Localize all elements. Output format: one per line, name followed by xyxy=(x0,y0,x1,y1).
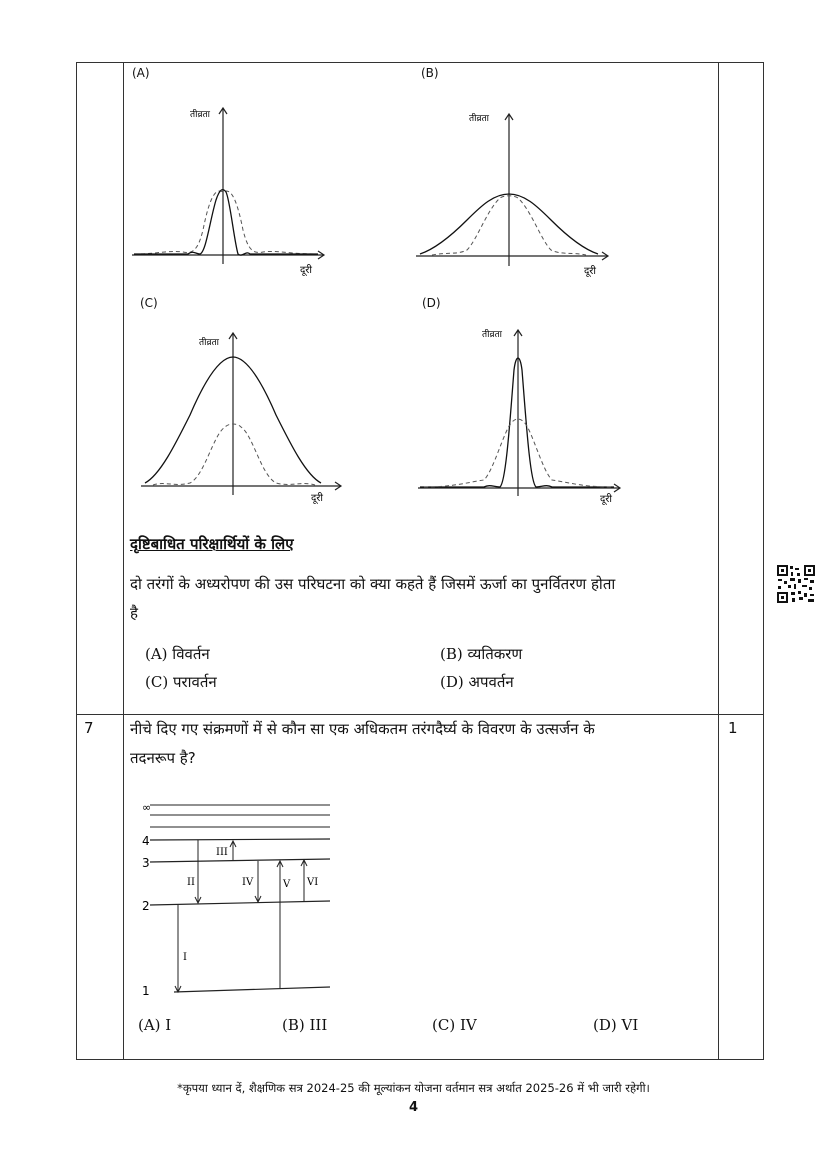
level-label-1: 1 xyxy=(142,984,150,998)
graph-c xyxy=(135,325,350,510)
transition-label-ii: II xyxy=(187,877,195,888)
graph-c-xlabel: दूरी xyxy=(311,493,323,504)
graph-a-ylabel: तीव्रता xyxy=(190,110,210,120)
table-col-divider-1 xyxy=(123,62,124,1060)
graph-b xyxy=(412,100,612,280)
vi-option-c: (C) परावर्तन xyxy=(145,673,217,691)
level-label-4: 4 xyxy=(142,834,150,848)
vi-option-a: (A) विवर्तन xyxy=(145,645,210,663)
transition-label-v: V xyxy=(283,879,291,890)
q7-number: 7 xyxy=(84,719,94,737)
vi-option-b: (B) व्यतिकरण xyxy=(440,645,523,663)
graph-c-label: (C) xyxy=(140,296,158,310)
graph-d-xlabel: दूरी xyxy=(600,494,612,505)
table-border-left xyxy=(76,62,77,1060)
vi-option-d: (D) अपवर्तन xyxy=(440,673,514,691)
level-label-2: 2 xyxy=(142,899,150,913)
q7-option-b: (B) III xyxy=(282,1016,328,1034)
vi-question-line1: दो तरंगों के अध्यरोपण की उस परिघटना को क्या कहते हैं जिसमें ऊर्जा का पुनर्वितरण होता xyxy=(130,575,616,593)
footer-note: *कृपया ध्यान दें, शैक्षणिक सत्र 2024-25 की मूल्यांकन योजना वर्तमान सत्र अर्थात 2025-26 में भी जारी रहेगी। xyxy=(177,1081,650,1095)
transition-label-vi: VI xyxy=(307,877,319,888)
table-border-row xyxy=(76,714,764,715)
transition-label-i: I xyxy=(183,952,187,963)
q7-marks: 1 xyxy=(728,719,738,737)
table-col-divider-2 xyxy=(718,62,719,1060)
qr-code-icon xyxy=(776,564,816,604)
transition-label-iv: IV xyxy=(242,877,254,888)
q7-question-line2: तदनरूप है? xyxy=(130,749,196,767)
table-border-bottom xyxy=(76,1059,764,1060)
q7-question-line1: नीचे दिए गए संक्रमणों में से कौन सा एक अधिकतम तरंगदैर्घ्य के विवरण के उत्सर्जन के xyxy=(130,720,595,738)
graph-b-xlabel: दूरी xyxy=(584,266,596,277)
level-label-inf: ∞ xyxy=(142,801,152,814)
vi-question-line2: है xyxy=(130,604,138,622)
energy-level-diagram xyxy=(138,795,334,1000)
graph-d-label: (D) xyxy=(422,296,441,310)
q7-option-c: (C) IV xyxy=(432,1016,477,1034)
q7-option-d: (D) VI xyxy=(593,1016,639,1034)
vi-heading: दृष्टिबाधित परिक्षार्थियों के लिए xyxy=(130,535,294,553)
graph-a-label: (A) xyxy=(132,66,150,80)
graph-a xyxy=(128,100,328,280)
graph-d-ylabel: तीव्रता xyxy=(482,330,502,340)
graph-b-label: (B) xyxy=(421,66,439,80)
graph-b-ylabel: तीव्रता xyxy=(469,114,489,124)
graph-d xyxy=(414,320,629,510)
table-border-top xyxy=(76,62,764,63)
q7-option-a: (A) I xyxy=(138,1016,172,1034)
graph-c-ylabel: तीव्रता xyxy=(199,338,219,348)
level-label-3: 3 xyxy=(142,856,150,870)
transition-label-iii: III xyxy=(216,847,228,858)
page-number: 4 xyxy=(408,1100,419,1115)
graph-a-xlabel: दूरी xyxy=(300,265,312,276)
table-border-right xyxy=(763,62,764,1060)
